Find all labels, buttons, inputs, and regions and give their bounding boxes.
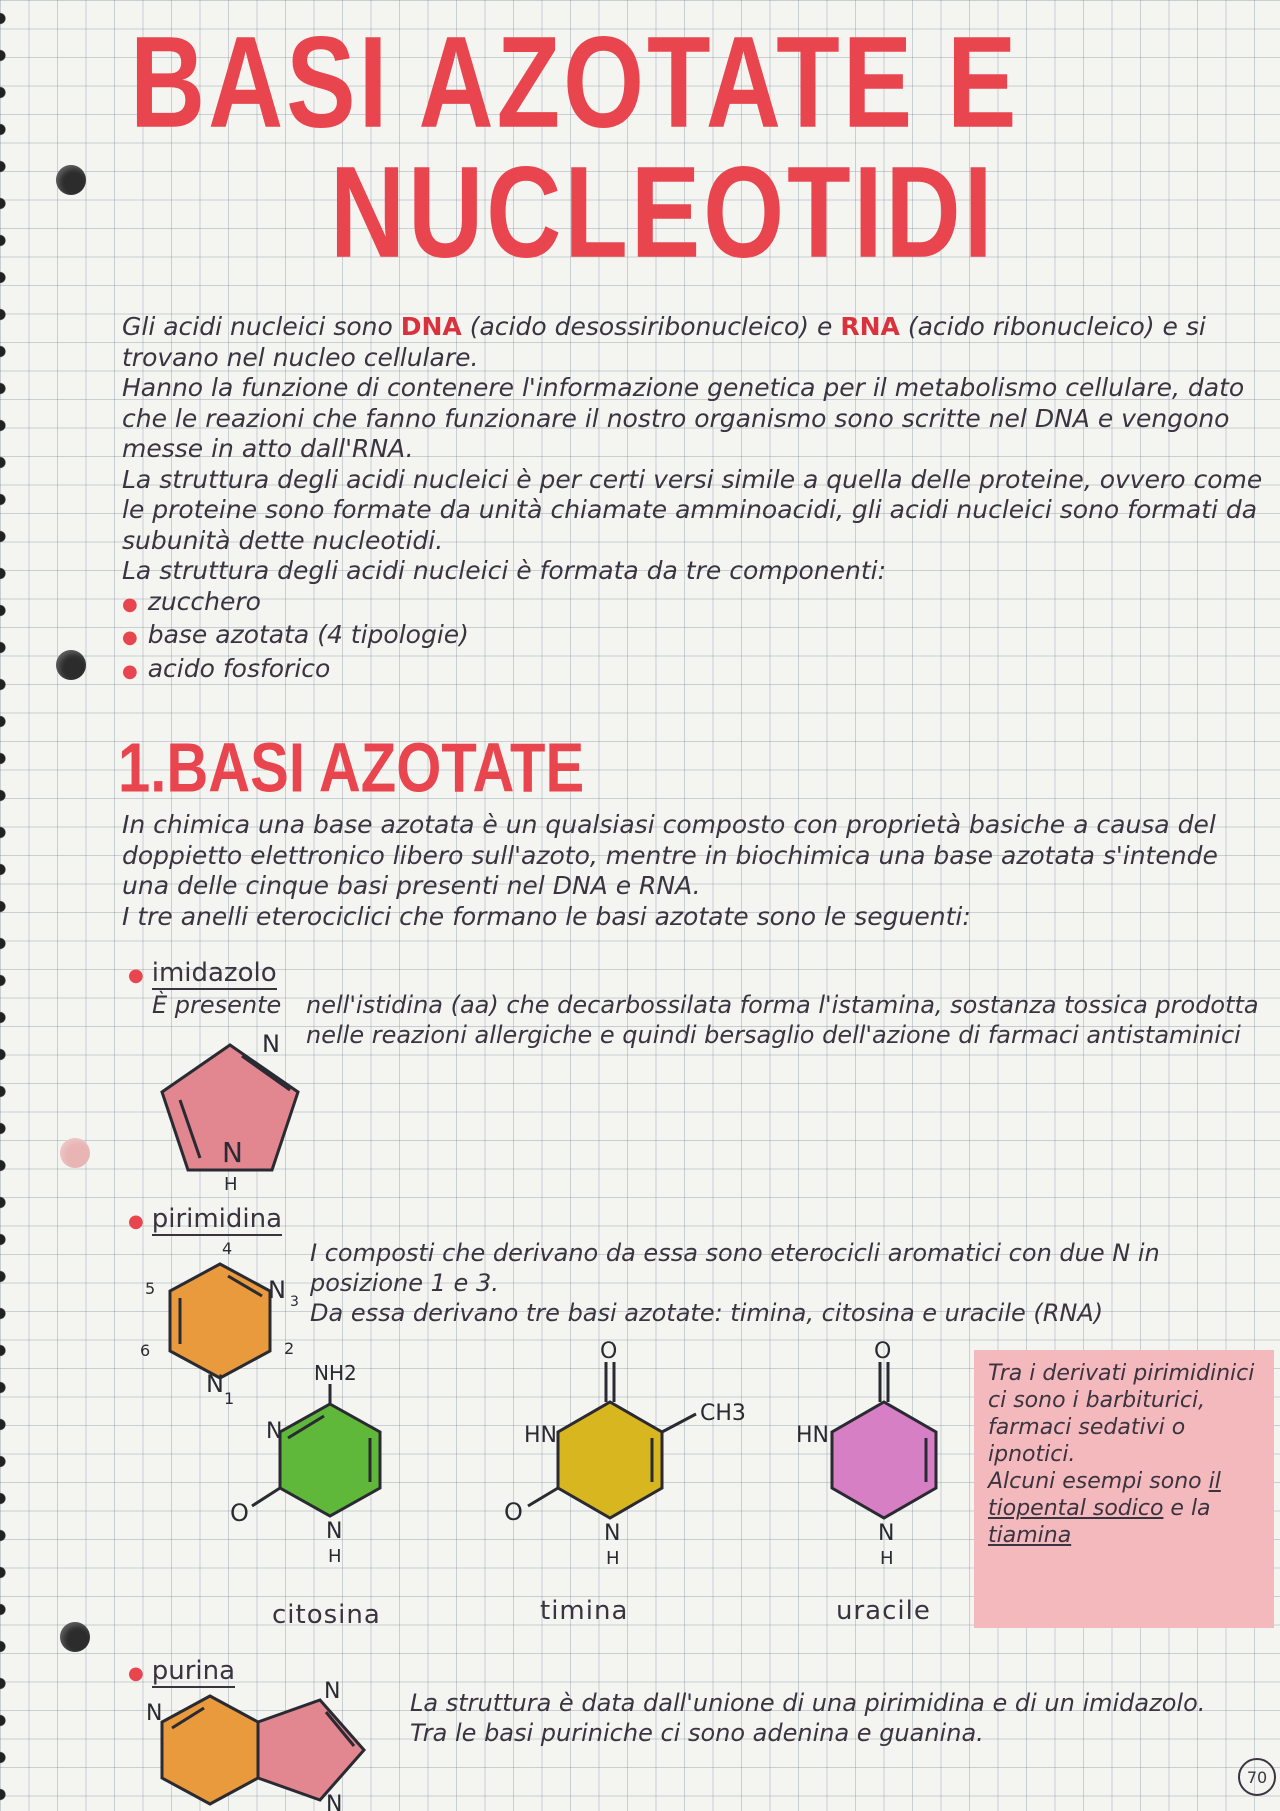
spiral-binding (0, 0, 14, 1811)
timina-structure (500, 1339, 746, 1570)
atom-h: H (224, 1174, 238, 1195)
section-heading: 1.BASI AZOTATE (118, 729, 585, 808)
atom-ch3: CH3 (700, 1401, 746, 1426)
atom-n: N (326, 1519, 343, 1544)
list-item: ● base azotata (4 tipologie) (122, 620, 1272, 654)
atom-n: N (262, 1030, 280, 1058)
citosina-ring (280, 1404, 380, 1516)
note-example-1: il tiopental sodico (988, 1469, 1221, 1521)
timina-caption: timina (540, 1596, 629, 1626)
page-title-line1: BASI AZOTATE E (130, 10, 1020, 156)
intro-paragraph-4: La struttura degli acidi nucleici è formata da tre componenti: (122, 556, 887, 585)
note-example-2: tiamina (988, 1523, 1072, 1548)
purina-imidazole-ring (258, 1700, 364, 1800)
atom-n: N (206, 1370, 224, 1398)
atom-hn: HN (796, 1423, 829, 1448)
note-connector: e la (1163, 1496, 1211, 1521)
bond (528, 1488, 558, 1506)
section1-text (122, 810, 1272, 932)
purina-description (410, 1688, 1270, 1748)
page-number: 70 (1238, 1758, 1276, 1796)
atom-n: N (266, 1419, 283, 1444)
note-paragraph-2 (988, 1468, 1260, 1549)
intro-text (122, 312, 1272, 687)
imidazolo-description (306, 990, 1272, 1050)
atom-h: H (606, 1548, 620, 1569)
ring-number: 1 (224, 1389, 235, 1408)
pirimidina-text-2: Da essa derivano tre basi azotate: timina, citosina e uracile (RNA) (310, 1299, 1104, 1327)
purina-label-text: purina (151, 1656, 236, 1686)
pirimidina-description (310, 1238, 1272, 1328)
atom-n: N (878, 1521, 895, 1546)
ring-number: 5 (145, 1279, 156, 1298)
purina-label (128, 1656, 235, 1686)
atom-n: N (268, 1276, 286, 1304)
intro-prefix: Gli acidi nucleici sono (122, 312, 401, 341)
purina-structure (140, 1679, 390, 1811)
pirimidina-label-text: pirimidina (151, 1204, 283, 1234)
imidazolo-label-text: imidazolo (151, 958, 277, 988)
atom-hn: HN (524, 1423, 557, 1448)
imidazolo-lead (152, 990, 300, 1020)
components-list (122, 587, 1272, 688)
section1-paragraph-1: In chimica una base azotata è un qualsiasi composto con proprietà basiche a causa del doppietto elettronico libero sull'azoto, mentre in biochimica una base azotata s'intende una delle cinque basi presenti nel DNA e RNA. (122, 810, 1218, 900)
atom-n: N (324, 1679, 341, 1704)
bond (252, 1488, 280, 1506)
note-prefix: Alcuni esempi sono (988, 1469, 1202, 1494)
page-title-line2: NUCLEOTIDI (330, 140, 996, 286)
atom-n: N (604, 1521, 621, 1546)
purina-text-1: La struttura è data dall'unione di una pirimidina e di un imidazolo. (410, 1689, 1206, 1717)
rna-highlight: RNA (840, 312, 900, 341)
ring-number: 6 (140, 1341, 151, 1360)
purina-text-2: Tra le basi puriniche ci sono adenina e guanina. (410, 1719, 984, 1747)
atom-o: O (874, 1339, 892, 1364)
punch-hole (60, 1622, 90, 1652)
atom-n: N (326, 1792, 343, 1811)
atom-o: O (230, 1499, 249, 1527)
pirimidina-text-1: I composti che derivano da essa sono eterocicli aromatici con due N in posizione 1 e 3. (310, 1239, 1160, 1297)
atom-nh2: NH2 (314, 1361, 357, 1385)
timina-ring (558, 1402, 662, 1518)
intro-paragraph-1 (122, 312, 1272, 373)
intro-paragraph-3: La struttura degli acidi nucleici è per certi versi simile a quella delle proteine, ovvero come le proteine sono formate da unità chiamate amminoacidi, gli acidi nucleici sono formati da subunità dette nucleotidi. (122, 464, 1263, 555)
section1-paragraph-2: I tre anelli eterociclici che formano le basi azotate sono le seguenti: (122, 901, 971, 931)
imidazolo-lead-text: È presente (152, 991, 282, 1019)
uracile-caption: uracile (836, 1596, 931, 1626)
citosina-structure (230, 1361, 410, 1567)
list-item: ● zucchero (122, 587, 1272, 621)
list-item: ● acido fosforico (122, 654, 1272, 688)
dna-full-name: (acido desossiribonucleico) e (461, 312, 841, 341)
bond (662, 1414, 696, 1432)
imidazolo-text: nell'istidina (aa) che decarbossilata forma l'istamina, sostanza tossica prodotta nelle reazioni allergiche e quindi bersaglio dell'azione di farmaci antistaminici (306, 991, 1259, 1049)
uracile-ring (832, 1402, 936, 1518)
rna-full-name: (acido ribonucleico) e si trovano nel nucleo cellulare. (122, 312, 1206, 372)
ring-number: 4 (222, 1239, 233, 1258)
atom-n: N (222, 1136, 243, 1169)
atom-o: O (600, 1339, 618, 1364)
imidazolo-structure (150, 1030, 310, 1195)
ring-number: 3 (290, 1294, 299, 1310)
intro-paragraph-2: Hanno la funzione di contenere l'informazione genetica per il metabolismo cellulare, dato che le reazioni che fanno funzionare il nostro organismo sono scritte nel DNA e vengono messe in atto dall'RNA. (122, 373, 1245, 463)
uracile-structure (780, 1340, 970, 1570)
pirimidina-label (128, 1204, 282, 1234)
punch-hole (56, 165, 86, 195)
citosina-caption: citosina (272, 1600, 381, 1630)
punch-hole (56, 650, 86, 680)
side-note (974, 1350, 1274, 1628)
punch-hole (60, 1138, 90, 1168)
purina-pyrimidine-ring (162, 1696, 258, 1804)
pirimidina-ring (170, 1264, 270, 1378)
atom-n: N (146, 1701, 163, 1726)
atom-h: H (328, 1546, 342, 1567)
imidazolo-label (128, 958, 277, 988)
dna-highlight: DNA (400, 312, 462, 341)
ring-number: 2 (284, 1339, 295, 1358)
atom-h: H (880, 1548, 894, 1569)
note-paragraph-1: Tra i derivati pirimidinici ci sono i barbiturici, farmaci sedativi o ipnotici. (988, 1361, 1255, 1467)
atom-o: O (504, 1498, 523, 1526)
